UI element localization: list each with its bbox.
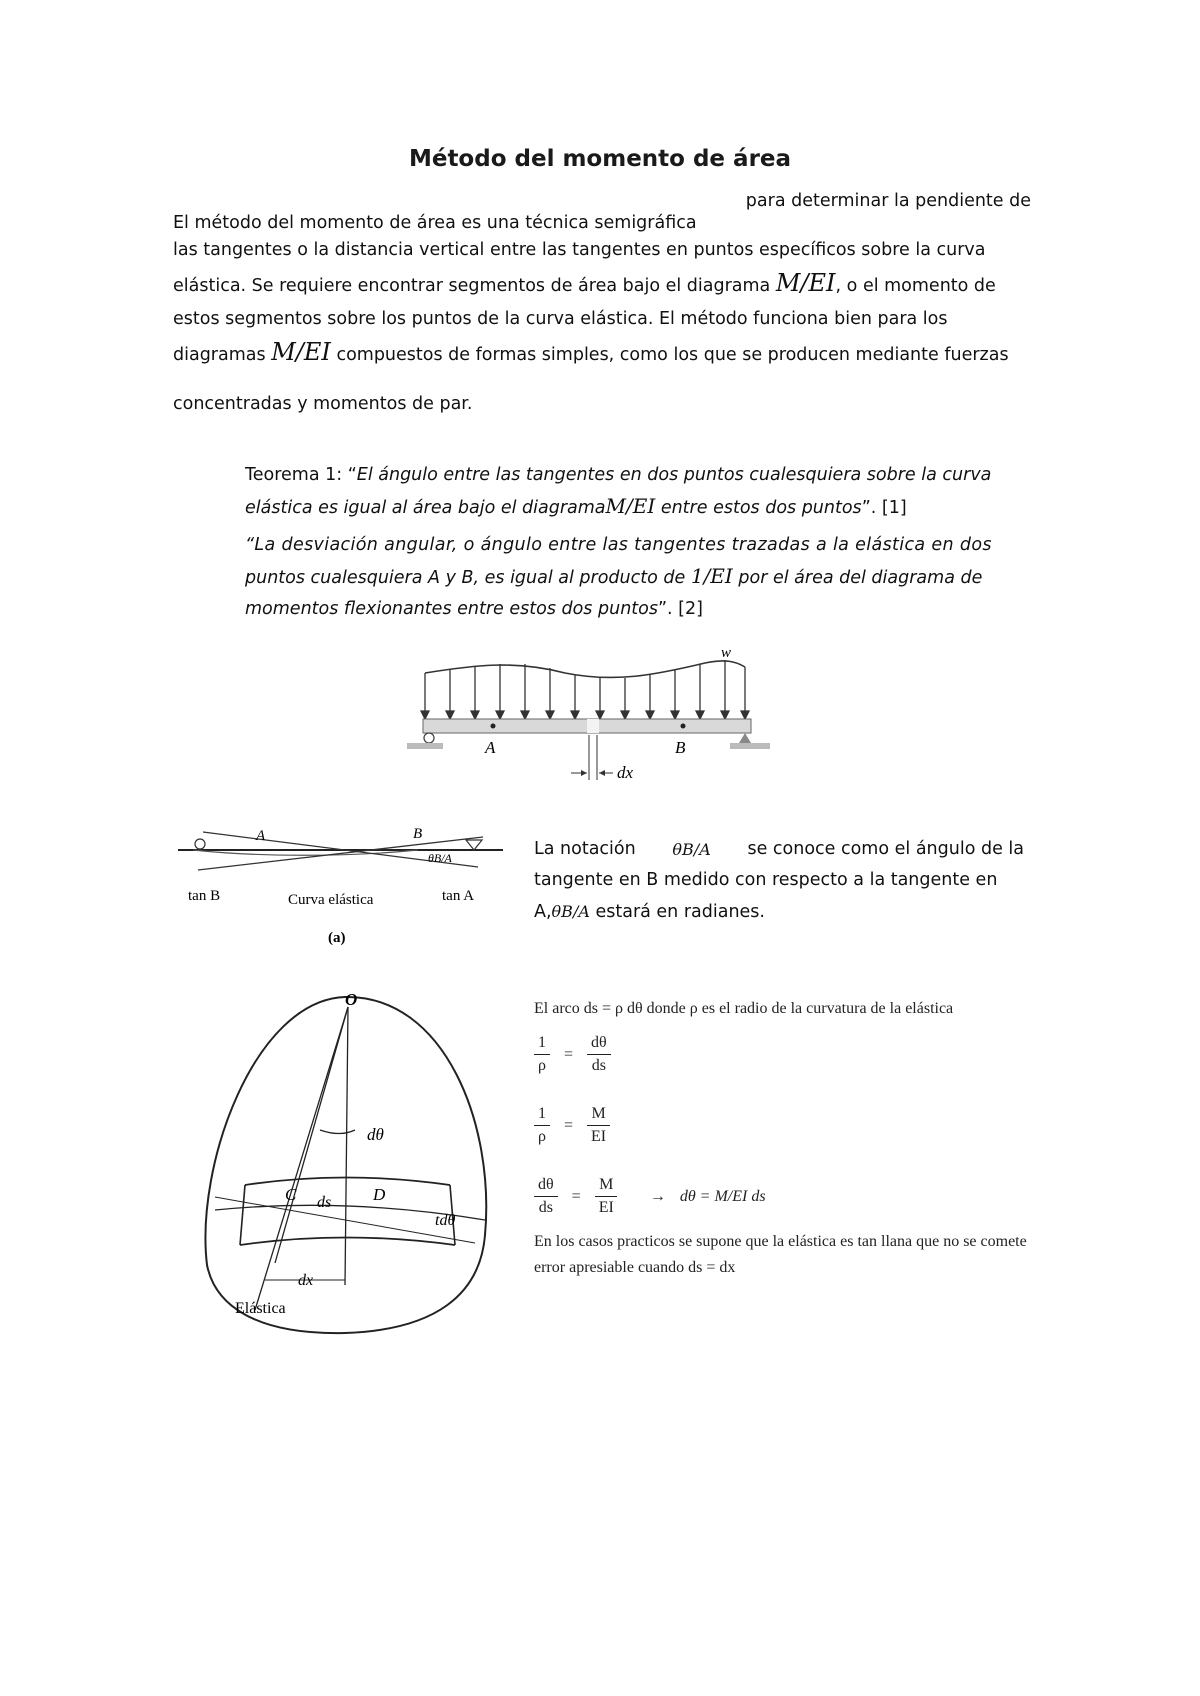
beam-top [245, 1178, 450, 1186]
intro-line-3a: elástica. Se requiere encontrar segmentos de área bajo el diagrama [173, 276, 771, 296]
notation-line-2: tangente en B medido con respecto a la tangente en [534, 870, 998, 890]
intro-line-2: las tangentes o la distancia vertical entre las tangentes en puntos específicos sobre la curva [173, 240, 986, 260]
roller-support-icon [195, 839, 205, 849]
center-o-label: O [345, 990, 358, 1009]
m-over-ei: M/EI [605, 494, 656, 518]
point-b-label: B [675, 738, 686, 757]
theorem-text-1: El ángulo entre las tangentes en dos puntos cualesquiera sobre la curva [356, 465, 992, 485]
inverse-ei: 1/EI [690, 564, 733, 588]
ground-left [407, 743, 443, 749]
figure-caption: (a) [328, 930, 346, 946]
ds-label: ds [317, 1194, 332, 1211]
notation-paragraph [534, 834, 1024, 928]
ground-right [730, 743, 770, 749]
notation-line-3a: A, [534, 902, 552, 922]
m-over-ei: M/EI [775, 269, 836, 297]
theorem-quote [245, 460, 1031, 625]
tangent-figure [178, 822, 508, 947]
intro-line-1b: para determinar la pendiente de [745, 191, 1031, 211]
page-title: Método del momento de área [408, 146, 792, 172]
theta-ba-symbol: θB/A [672, 840, 711, 859]
theorem-text-3: “La desviación angular, o ángulo entre las tangentes trazadas a la elástica en dos [245, 535, 992, 555]
load-arrows [421, 660, 749, 719]
beam-bottom [240, 1238, 455, 1246]
note-line-2: error apresiable cuando ds = dx [534, 1259, 736, 1276]
intro-line-6: concentradas y momentos de par. [173, 394, 473, 414]
tdtheta-label: tdθ [435, 1212, 456, 1229]
point-c-label: C [285, 1185, 297, 1204]
arc-dx-label: dx [298, 1272, 314, 1289]
intro-paragraph [173, 190, 1031, 421]
pin-support-icon [466, 840, 482, 850]
point-d-label: D [373, 1185, 386, 1204]
distributed-load-curve [425, 661, 745, 678]
intro-line-1a: El método del momento de área es una técnica semigráfica [173, 213, 697, 233]
theta-ba-label: θB/A [428, 851, 452, 865]
tan-a-label: tan A [442, 888, 475, 904]
tangent-point-a: A [256, 828, 266, 844]
formula-rhs: dθ = M/EI ds [679, 1187, 766, 1205]
formula-curvature: $\frac{1}{\rho}$ = $\frac{d\theta}{ds}$ [534, 1034, 1074, 1075]
beam-dx-segment [587, 719, 599, 733]
intro-line-4: estos segmentos sobre los puntos de la curva elástica. El método funciona bien para los [173, 309, 948, 329]
radius-left [275, 1007, 348, 1263]
beam-figure [405, 645, 795, 790]
theorem-text-4b: por el área del diagrama de [738, 568, 983, 588]
arc-line: El arco ds = ρ dθ donde ρ es el radio de la curvatura de la elástica [534, 1000, 954, 1017]
theorem-text-4: puntos cualesquiera A y B, es igual al producto de [245, 568, 686, 588]
intro-line-3b: , o el momento de [835, 276, 996, 296]
curve-label: Curva elástica [288, 892, 374, 908]
notation-line-3b: estará en radianes. [595, 902, 765, 922]
elastica-label: Elástica [235, 1300, 286, 1317]
notation-line-1a: La notación [534, 839, 636, 859]
tan-b-label: tan B [188, 888, 221, 904]
tangent-point-b: B [413, 826, 423, 842]
theta-ba-symbol: θB/A [551, 902, 590, 921]
citation-1: ”. [1] [861, 498, 907, 518]
point-a-label: A [485, 738, 496, 757]
dx-label: dx [617, 763, 634, 782]
formulas [534, 1000, 1074, 1277]
radius-outer [255, 1007, 348, 1310]
implies-arrow: → [649, 1187, 666, 1205]
pin-support-icon [739, 733, 751, 743]
load-label: w [721, 645, 732, 661]
theorem-label: Teorema 1: “ [245, 465, 357, 485]
formula-moment-curvature: $\frac{1}{\rho}$ = $\frac{M}{EI}$ [534, 1105, 1074, 1146]
dtheta-label: dθ [367, 1125, 384, 1144]
arc-figure [195, 985, 515, 1350]
roller-support-icon [424, 733, 434, 743]
note-line-1: En los casos practicos se supone que la elástica es tan llana que no se comete [534, 1233, 1027, 1250]
theorem-text-2b: entre estos dos puntos [660, 498, 862, 518]
citation-2: ”. [2] [657, 599, 703, 619]
intro-line-5b: compuestos de formas simples, como los que se producen mediante fuerzas [336, 345, 1009, 365]
radius-right [345, 1007, 348, 1285]
theorem-text-2: elástica es igual al área bajo el diagrama [245, 498, 606, 518]
m-over-ei: M/EI [271, 338, 331, 366]
formula-dtheta: $\frac{d\theta}{ds}$ = $\frac{M}{EI}$ → dθ = M/EI ds [534, 1176, 1074, 1217]
intro-line-5a: diagramas [173, 345, 266, 365]
notation-line-1b: se conoce como el ángulo de la [747, 839, 1024, 859]
theorem-text-5: momentos flexionantes entre estos dos puntos [245, 599, 658, 619]
